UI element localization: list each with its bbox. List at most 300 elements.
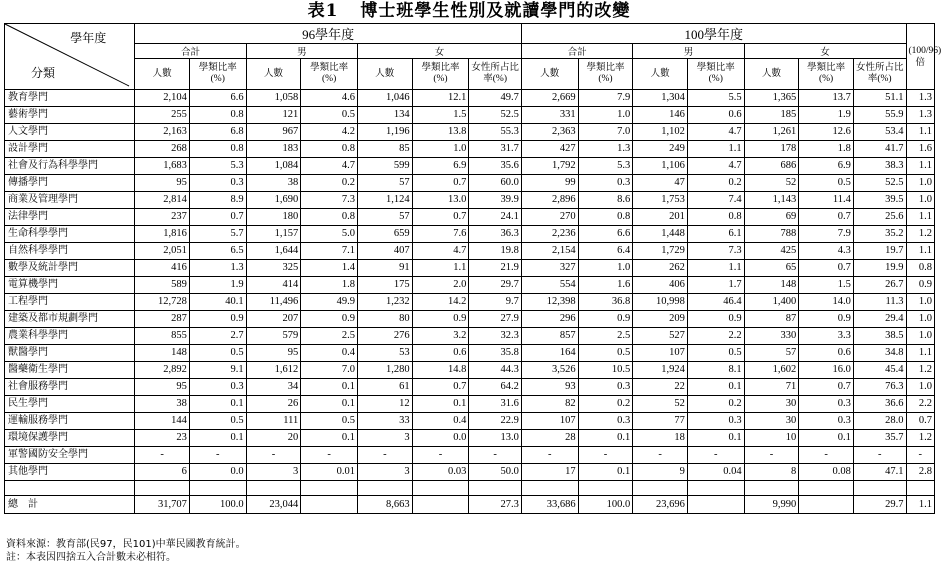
table-cell: 29.7	[469, 277, 522, 294]
table-cell: 12.6	[799, 124, 854, 141]
table-cell: 0.9	[578, 311, 633, 328]
table-cell: 35.6	[469, 158, 522, 175]
table-cell: 0.8	[687, 209, 744, 226]
empty-cell	[412, 481, 469, 496]
table-cell: 1.9	[189, 277, 246, 294]
table-cell: 1.1	[412, 260, 469, 277]
table-cell: 0.7	[906, 413, 935, 430]
table-cell: 0.03	[412, 464, 469, 481]
table-cell: 7.1	[301, 243, 358, 260]
table-cell: -	[521, 447, 578, 464]
table-cell: 0.3	[799, 396, 854, 413]
table-cell: 296	[521, 311, 578, 328]
table-cell: 2,104	[135, 90, 190, 107]
table-cell: 107	[633, 345, 688, 362]
footnotes	[6, 538, 246, 564]
rounding-note: 註：本表因四捨五入合計數未必相符。	[6, 552, 176, 563]
empty-cell	[358, 481, 413, 496]
table-cell: 0.7	[799, 379, 854, 396]
table-cell: -	[744, 447, 799, 464]
table-cell: 178	[744, 141, 799, 158]
row-label: 教育學門	[5, 90, 135, 107]
table-cell: 28.0	[853, 413, 906, 430]
count-header: 人數	[633, 59, 688, 90]
table-cell: 0.01	[301, 464, 358, 481]
table-cell: -	[853, 447, 906, 464]
table-cell: 0.5	[687, 345, 744, 362]
empty-cell	[687, 481, 744, 496]
table-cell: 100.0	[189, 496, 246, 514]
table-cell: 2,896	[521, 192, 578, 209]
table-cell: 36.6	[853, 396, 906, 413]
table-cell: 0.8	[189, 107, 246, 124]
table-cell: 0.1	[687, 379, 744, 396]
table-cell: 13.7	[799, 90, 854, 107]
table-cell: -	[358, 447, 413, 464]
female-share-header: 女性所占比率(%)	[469, 59, 522, 90]
table-cell: 6	[135, 464, 190, 481]
table-cell: 1,102	[633, 124, 688, 141]
table-cell: 1,261	[744, 124, 799, 141]
table-cell: 35.7	[853, 430, 906, 447]
table-cell: 9,990	[744, 496, 799, 514]
table-cell: 0.7	[799, 260, 854, 277]
table-cell: 255	[135, 107, 190, 124]
table-cell: 0.1	[578, 464, 633, 481]
table-cell: 0.1	[301, 379, 358, 396]
table-cell: 33,686	[521, 496, 578, 514]
table-cell: 1.0	[578, 107, 633, 124]
row-label: 電算機學門	[5, 277, 135, 294]
table-cell: 3	[358, 464, 413, 481]
table-cell: 2,669	[521, 90, 578, 107]
table-cell: 0.9	[301, 311, 358, 328]
table-cell: 19.9	[853, 260, 906, 277]
table-cell: 31.7	[469, 141, 522, 158]
table-cell: 5.0	[301, 226, 358, 243]
y2-female-header: 女	[744, 44, 906, 59]
table-cell: 47	[633, 175, 688, 192]
table-cell: 26.7	[853, 277, 906, 294]
table-row	[5, 141, 935, 158]
table-cell: 12.1	[412, 90, 469, 107]
table-cell: 28	[521, 430, 578, 447]
table-cell: 14.2	[412, 294, 469, 311]
table-cell: 0.6	[412, 345, 469, 362]
table-row	[5, 328, 935, 345]
table-cell: 1,143	[744, 192, 799, 209]
table-cell: 0.3	[189, 379, 246, 396]
table-cell: 6.9	[412, 158, 469, 175]
table-cell: 1.3	[189, 260, 246, 277]
table-cell: 10,998	[633, 294, 688, 311]
table-cell: 237	[135, 209, 190, 226]
table-cell: 11,496	[246, 294, 301, 311]
table-cell: 0.1	[301, 396, 358, 413]
table-cell: 65	[744, 260, 799, 277]
table-cell: 1.3	[906, 90, 935, 107]
table-cell: 180	[246, 209, 301, 226]
table-cell: 32.3	[469, 328, 522, 345]
row-label: 農業科學學門	[5, 328, 135, 345]
empty-cell	[189, 481, 246, 496]
table-cell: 1.1	[687, 141, 744, 158]
table-cell: 407	[358, 243, 413, 260]
table-row	[5, 158, 935, 175]
table-cell: 0.5	[301, 413, 358, 430]
table-cell: 13.0	[469, 430, 522, 447]
table-cell: 23,696	[633, 496, 688, 514]
table-cell: 33	[358, 413, 413, 430]
table-cell: 327	[521, 260, 578, 277]
table-cell: 0.5	[189, 413, 246, 430]
table-cell: 2,236	[521, 226, 578, 243]
table-cell: 268	[135, 141, 190, 158]
table-row	[5, 243, 935, 260]
table-cell: 146	[633, 107, 688, 124]
table-cell: 262	[633, 260, 688, 277]
table-cell: 0.3	[578, 175, 633, 192]
table-cell: 4.6	[301, 90, 358, 107]
table-cell: 22	[633, 379, 688, 396]
row-label: 數學及統計學門	[5, 260, 135, 277]
table-cell: 1.2	[906, 226, 935, 243]
table-cell: 0.9	[687, 311, 744, 328]
table-cell: 71	[744, 379, 799, 396]
table-cell: 0.9	[799, 311, 854, 328]
table-cell: 1,683	[135, 158, 190, 175]
table-cell: 11.3	[853, 294, 906, 311]
table-cell: -	[246, 447, 301, 464]
table-cell: 57	[744, 345, 799, 362]
table-cell: 51.1	[853, 90, 906, 107]
table-cell: 1.0	[906, 311, 935, 328]
table-cell: 287	[135, 311, 190, 328]
table-cell: 7.4	[687, 192, 744, 209]
table-cell: 53.4	[853, 124, 906, 141]
corner-year-label: 學年度	[70, 31, 107, 45]
table-cell: 121	[246, 107, 301, 124]
table-cell: 4.7	[301, 158, 358, 175]
table-cell: 144	[135, 413, 190, 430]
table-cell: 8.1	[687, 362, 744, 379]
table-cell: 1.3	[578, 141, 633, 158]
table-cell: 406	[633, 277, 688, 294]
table-cell	[412, 496, 469, 514]
table-cell: -	[687, 447, 744, 464]
table-cell: -	[633, 447, 688, 464]
empty-cell	[246, 481, 301, 496]
table-cell: 80	[358, 311, 413, 328]
table-cell: 0.1	[189, 396, 246, 413]
table-cell: 270	[521, 209, 578, 226]
table-cell: 0.3	[189, 175, 246, 192]
table-cell: 2.5	[578, 328, 633, 345]
y2-male-header: 男	[633, 44, 744, 59]
table-cell: 6.9	[799, 158, 854, 175]
table-cell: 1.0	[906, 379, 935, 396]
table-cell: 1.8	[301, 277, 358, 294]
table-cell: 23,044	[246, 496, 301, 514]
table-cell: 414	[246, 277, 301, 294]
table-cell: 1.8	[799, 141, 854, 158]
table-cell: 0.5	[578, 345, 633, 362]
empty-cell	[853, 481, 906, 496]
table-cell: 14.8	[412, 362, 469, 379]
table-cell: 5.3	[189, 158, 246, 175]
y1-total-header: 合計	[135, 44, 246, 59]
table-cell: -	[189, 447, 246, 464]
table-cell: 1.5	[799, 277, 854, 294]
table-cell: -	[906, 447, 935, 464]
table-cell: 34.8	[853, 345, 906, 362]
table-cell: 2.8	[906, 464, 935, 481]
table-cell: 6.5	[189, 243, 246, 260]
table-cell: 0.1	[687, 430, 744, 447]
table-row	[5, 311, 935, 328]
table-cell: 857	[521, 328, 578, 345]
table-cell: 95	[135, 379, 190, 396]
table-caption: 博士班學生性別及就讀學門的改變	[360, 1, 631, 21]
table-cell: 7.9	[578, 90, 633, 107]
table-cell: 5.5	[687, 90, 744, 107]
table-cell: 12	[358, 396, 413, 413]
table-row	[5, 430, 935, 447]
table-cell: 148	[744, 277, 799, 294]
row-label: 法律學門	[5, 209, 135, 226]
table-cell: 134	[358, 107, 413, 124]
table-cell: 38.5	[853, 328, 906, 345]
table-cell: 45.4	[853, 362, 906, 379]
row-label: 運輸服務學門	[5, 413, 135, 430]
table-cell: 2,814	[135, 192, 190, 209]
table-cell: 0.7	[412, 209, 469, 226]
table-cell: 1.1	[687, 260, 744, 277]
table-cell: 2,892	[135, 362, 190, 379]
table-row	[5, 209, 935, 226]
table-cell: 8.9	[189, 192, 246, 209]
table-cell: 0.6	[687, 107, 744, 124]
table-row	[5, 413, 935, 430]
table-cell: 1,046	[358, 90, 413, 107]
table-cell: 425	[744, 243, 799, 260]
row-label: 總 計	[5, 496, 135, 514]
row-label: 社會及行為科學學門	[5, 158, 135, 175]
table-row	[5, 124, 935, 141]
table-cell: 31.6	[469, 396, 522, 413]
table-cell: 7.3	[687, 243, 744, 260]
table-row	[5, 90, 935, 107]
table-cell: 38	[246, 175, 301, 192]
table-cell: 4.2	[301, 124, 358, 141]
table-cell: 0.1	[799, 430, 854, 447]
table-cell: 1,124	[358, 192, 413, 209]
table-cell: 4.7	[687, 158, 744, 175]
table-cell: 60.0	[469, 175, 522, 192]
table-cell: 0.08	[799, 464, 854, 481]
table-cell: 185	[744, 107, 799, 124]
table-cell: 35.8	[469, 345, 522, 362]
table-cell: 55.9	[853, 107, 906, 124]
table-cell: 1,753	[633, 192, 688, 209]
row-label: 民生學門	[5, 396, 135, 413]
table-cell: 46.4	[687, 294, 744, 311]
table-cell: 276	[358, 328, 413, 345]
table-cell: 1.0	[906, 294, 935, 311]
table-cell: 49.7	[469, 90, 522, 107]
table-cell: 3.2	[412, 328, 469, 345]
table-cell: 1.0	[906, 192, 935, 209]
table-cell: 0.9	[189, 311, 246, 328]
table-cell: 1,232	[358, 294, 413, 311]
table-cell: 100.0	[578, 496, 633, 514]
source-note: 資料來源：教育部(民97，民101)中華民國教育統計。	[6, 539, 246, 550]
table-row	[5, 396, 935, 413]
table-cell: 1,612	[246, 362, 301, 379]
table-cell: 22.9	[469, 413, 522, 430]
table-cell: 95	[246, 345, 301, 362]
table-cell: 61	[358, 379, 413, 396]
table-cell: 17	[521, 464, 578, 481]
table-cell	[799, 496, 854, 514]
table-cell: 1.0	[412, 141, 469, 158]
table-cell: 0.8	[301, 141, 358, 158]
table-row	[5, 226, 935, 243]
table-cell: 14.0	[799, 294, 854, 311]
table-cell: 6.4	[578, 243, 633, 260]
empty-cell	[301, 481, 358, 496]
table-cell: 107	[521, 413, 578, 430]
table-cell: 13.8	[412, 124, 469, 141]
table-cell: 7.3	[301, 192, 358, 209]
table-cell: 85	[358, 141, 413, 158]
table-cell: 1.1	[906, 496, 935, 514]
table-cell: 50.0	[469, 464, 522, 481]
table-cell: 7.6	[412, 226, 469, 243]
table-cell: 1,365	[744, 90, 799, 107]
table-cell: 183	[246, 141, 301, 158]
table-cell: 6.6	[189, 90, 246, 107]
table-cell: 1,196	[358, 124, 413, 141]
table-cell: 8,663	[358, 496, 413, 514]
total-row	[5, 496, 935, 514]
table-cell: 12,398	[521, 294, 578, 311]
table-cell: 0.1	[578, 430, 633, 447]
y2-total-header: 合計	[521, 44, 632, 59]
table-cell: 27.3	[469, 496, 522, 514]
table-cell: -	[799, 447, 854, 464]
count-header: 人數	[358, 59, 413, 90]
table-cell: 1.9	[799, 107, 854, 124]
table-cell: 82	[521, 396, 578, 413]
table-cell: 49.9	[301, 294, 358, 311]
row-label: 其他學門	[5, 464, 135, 481]
share-header: 學類比率(%)	[687, 59, 744, 90]
table-row	[5, 345, 935, 362]
table-cell: 3	[358, 430, 413, 447]
table-cell: 3,526	[521, 362, 578, 379]
table-cell: 1,644	[246, 243, 301, 260]
table-cell: 1,816	[135, 226, 190, 243]
table-cell: 6.1	[687, 226, 744, 243]
table-cell: 25.6	[853, 209, 906, 226]
table-cell: 325	[246, 260, 301, 277]
row-label: 社會服務學門	[5, 379, 135, 396]
table-cell: 10	[744, 430, 799, 447]
table-cell: 0.0	[412, 430, 469, 447]
table-cell: 2,163	[135, 124, 190, 141]
table-cell: 19.7	[853, 243, 906, 260]
table-cell: 19.8	[469, 243, 522, 260]
diagonal-line	[5, 24, 129, 86]
year2-header: 100學年度	[521, 24, 906, 44]
table-cell: 1.1	[906, 158, 935, 175]
table-cell: 53	[358, 345, 413, 362]
spacer-row	[5, 481, 935, 496]
table-cell: 41.7	[853, 141, 906, 158]
table-cell: 0.4	[301, 345, 358, 362]
table-cell: 99	[521, 175, 578, 192]
table-cell: 0.6	[799, 345, 854, 362]
y1-female-header: 女	[358, 44, 522, 59]
table-cell: 2.2	[906, 396, 935, 413]
table-cell: 0.2	[578, 396, 633, 413]
table-cell: 1.3	[906, 107, 935, 124]
table-cell: 5.7	[189, 226, 246, 243]
table-cell: 57	[358, 175, 413, 192]
table-cell: 29.7	[853, 496, 906, 514]
table-cell: 1,084	[246, 158, 301, 175]
ratio-header: (100/96)倍	[906, 24, 935, 90]
empty-cell	[469, 481, 522, 496]
table-row	[5, 447, 935, 464]
table-cell: 7.0	[301, 362, 358, 379]
corner-header	[5, 24, 135, 90]
table-row	[5, 294, 935, 311]
table-cell: 1,280	[358, 362, 413, 379]
table-cell: -	[301, 447, 358, 464]
table-cell: 175	[358, 277, 413, 294]
table-cell: 0.8	[301, 209, 358, 226]
table-cell: 52.5	[469, 107, 522, 124]
table-cell: 0.9	[412, 311, 469, 328]
table-row	[5, 260, 935, 277]
table-row	[5, 192, 935, 209]
row-label: 建築及都市規劃學門	[5, 311, 135, 328]
table-cell: 201	[633, 209, 688, 226]
table-cell: 1,690	[246, 192, 301, 209]
table-cell: 1.2	[906, 430, 935, 447]
table-cell: 4.7	[412, 243, 469, 260]
table-cell: 2,154	[521, 243, 578, 260]
table-cell: 0.2	[687, 175, 744, 192]
table-cell: 0.3	[799, 413, 854, 430]
table-cell: 0.5	[799, 175, 854, 192]
row-label: 環境保護學門	[5, 430, 135, 447]
table-cell: 6.6	[578, 226, 633, 243]
table-row	[5, 107, 935, 124]
row-label: 藝術學門	[5, 107, 135, 124]
table-cell: 0.7	[412, 175, 469, 192]
table-cell: 0.8	[578, 209, 633, 226]
table-cell: 249	[633, 141, 688, 158]
table-cell: 0.1	[189, 430, 246, 447]
table-cell: 599	[358, 158, 413, 175]
table-cell: 207	[246, 311, 301, 328]
table-cell: 0.5	[301, 107, 358, 124]
table-cell: 0.9	[906, 277, 935, 294]
table-cell: 9.1	[189, 362, 246, 379]
